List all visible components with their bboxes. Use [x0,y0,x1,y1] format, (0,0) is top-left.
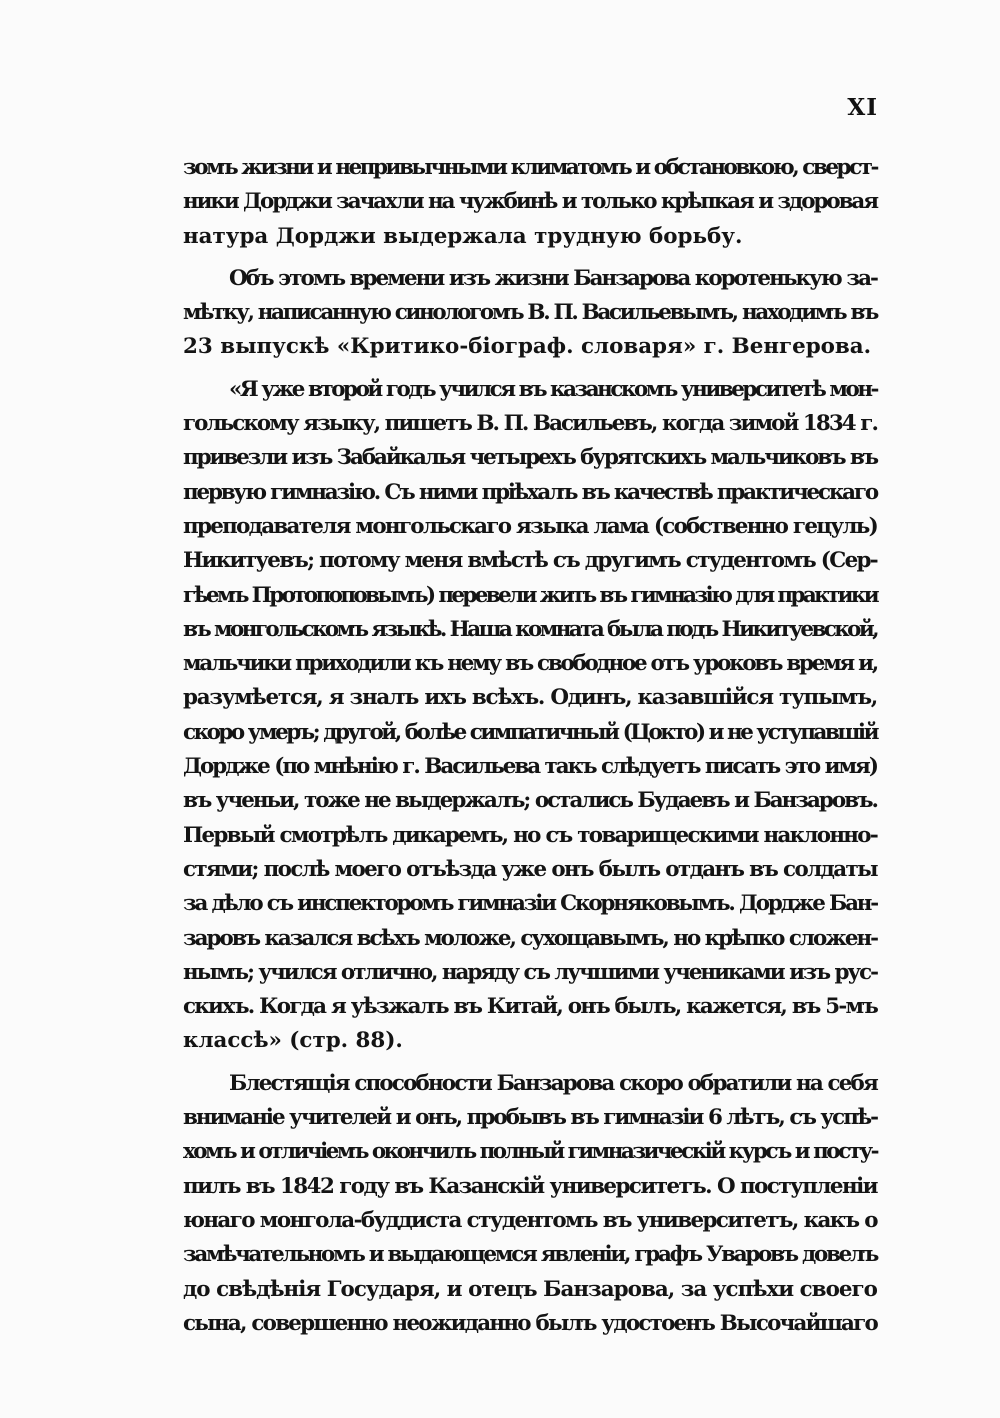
paragraph-3-quote [183,373,877,1059]
text-line: привезли изъ Забайкалья четырехъ бурятскихъ мальчиковъ въ [183,445,877,471]
text-line: скихъ. Когда я уѣзжалъ въ Китай, онъ былъ, кажется, въ 5-мъ [183,994,877,1020]
paragraph-1 [183,151,877,254]
text-line: мѣтку, написанную синологомъ В. П. Васильевымъ, находимъ въ [183,300,877,326]
text-line: въ монгольскомъ языкѣ. Наша комната была подъ Никитуевской, [183,616,877,642]
text-line: Объ этомъ времени изъ жизни Банзарова коротенькую за- [229,265,877,291]
text-line: натура Дорджи выдержала трудную борьбу. [183,223,743,249]
text-line: разумѣется, я зналъ ихъ всѣхъ. Одинъ, казавшійся тупымъ, [183,685,877,711]
text-line: хомъ и отличіемъ окончилъ полный гимназическій курсъ и посту- [183,1139,877,1165]
text-line: скоро умеръ; другой, болѣе симпатичный (Цокто) и не уступавшій [183,719,878,745]
body-text [183,151,877,1341]
text-line: Первый смотрѣлъ дикаремъ, но съ товарищескими наклонно- [183,822,877,848]
text-line: 23 выпускѣ «Критико-біограф. словаря» г. Венгерова. [183,334,872,360]
text-line: Блестящія способности Банзарова скоро обратили на себя [229,1070,877,1096]
text-line: стями; послѣ моего отъѣзда уже онъ былъ отданъ въ солдаты [183,856,877,882]
text-line: юнаго монгола-буддиста студентомъ въ университетъ, какъ о [183,1207,877,1233]
text-line: сына, совершенно неожиданно былъ удостоенъ Высочайшаго [183,1310,877,1336]
text-line: «Я уже второй годъ учился въ казанскомъ университетѣ мон- [229,376,877,402]
text-line: замѣчательномъ и выдающемся явленіи, графъ Уваровъ довелъ [183,1242,877,1268]
text-line: гольскому языку, пишетъ В. П. Васильевъ, когда зимой 1834 г. [183,411,877,437]
text-line: до свѣдѣнія Государя, и отецъ Банзарова, за успѣхи своего [183,1276,877,1302]
paragraph-4 [183,1067,877,1341]
text-line: ники Дорджи зачахли на чужбинѣ и только крѣпкая и здоровая [183,189,877,215]
text-line: въ ученьи, тоже не выдержалъ; остались Будаевъ и Банзаровъ. [183,788,877,814]
text-line: за дѣло съ инспекторомъ гимназіи Скорняковымъ. Дордже Бан- [183,891,877,917]
text-line: первую гимназію. Съ ними пріѣхалъ въ качествѣ практическаго [183,479,877,505]
paragraph-2 [183,262,877,365]
text-line: гѣемъ Протопоповымъ) перевели жить въ гимназію для практики [183,582,877,608]
text-line: преподавателя монгольскаго языка лама (собственно гецуль) [183,513,877,539]
text-line: вниманіе учителей и онъ, пробывъ въ гимназіи 6 лѣтъ, съ успѣ- [183,1105,878,1131]
text-line: Никитуевъ; потому меня вмѣстѣ съ другимъ студентомъ (Сер- [183,548,878,574]
text-line: Дордже (по мнѣнію г. Васильева такъ слѣдуетъ писать это имя) [183,754,877,780]
text-line: заровъ казался всѣхъ моложе, сухощавымъ, но крѣпко сложен- [183,925,877,951]
text-line: зомъ жизни и непривычными климатомъ и обстановкою, сверст- [183,155,877,180]
text-line: мальчики приходили къ нему въ свободное отъ уроковъ время и, [183,651,877,677]
text-line: нымъ; учился отлично, наряду съ лучшими учениками изъ рус- [183,959,877,985]
text-line: пилъ въ 1842 году въ Казанскій университетъ. О поступленіи [183,1173,877,1199]
text-line: классѣ» (стр. 88). [183,1028,403,1054]
page-number: XI [847,94,878,121]
